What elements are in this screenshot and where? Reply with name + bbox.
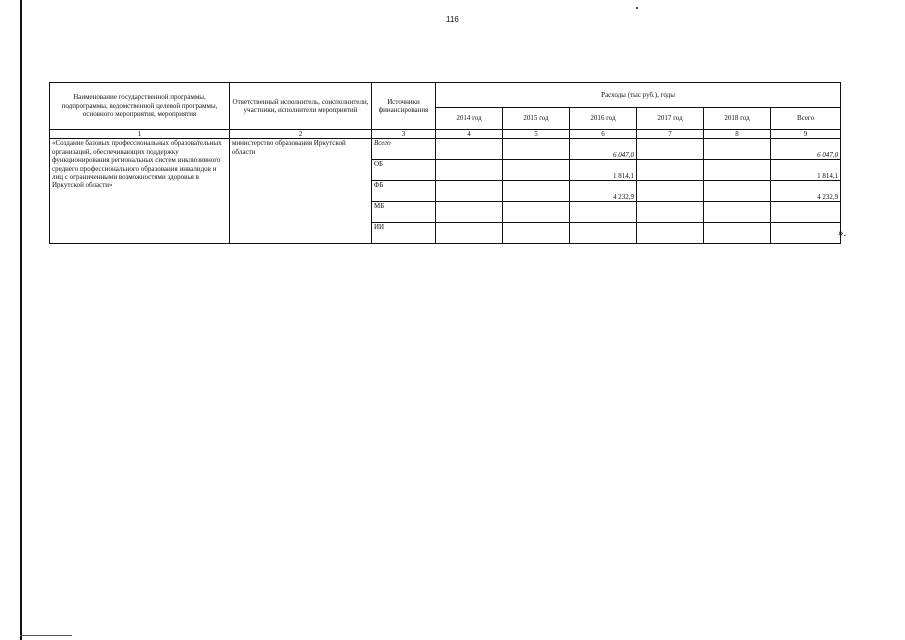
value-2016-total: 6 047,0 (570, 139, 637, 160)
header-year-2014: 2014 год (436, 108, 503, 130)
program-name-cell: «Создание базовых профессиональных образовательных организаций, обеспечивающих поддержку функционирования региональных систем инклюзивного среднего профессионального образования инвалидов и лиц с ограниченными возможностями здоровья в Иркутской области» (50, 139, 230, 244)
value-cell (637, 139, 704, 160)
header-program-name: Наименование государственной программы, подпрограммы, ведомственной целевой программы, основного мероприятия, мероприятия (50, 83, 230, 130)
value-cell (704, 202, 771, 223)
source-label-ii: ИИ (372, 223, 436, 244)
source-label-mb: МБ (372, 202, 436, 223)
scan-dot (636, 7, 638, 9)
value-cell (503, 181, 570, 202)
value-cell (436, 160, 503, 181)
value-cell (704, 160, 771, 181)
column-number: 2 (230, 130, 372, 139)
column-number: 4 (436, 130, 503, 139)
value-cell (704, 223, 771, 244)
value-2016-ii (570, 223, 637, 244)
header-year-2017: 2017 год (637, 108, 704, 130)
value-cell (436, 181, 503, 202)
header-year-2016: 2016 год (570, 108, 637, 130)
header-year-2015: 2015 год (503, 108, 570, 130)
value-cell (704, 139, 771, 160)
column-number: 8 (704, 130, 771, 139)
column-number: 3 (372, 130, 436, 139)
executor-cell: министерство образования Иркутской области (230, 139, 372, 244)
header-expenses: Расходы (тыс руб.), годы (436, 83, 841, 108)
value-cell (637, 160, 704, 181)
expenses-table (49, 82, 841, 244)
page-number: 116 (446, 15, 459, 24)
value-2016-fb: 4 232,9 (570, 181, 637, 202)
header-year-2018: 2018 год (704, 108, 771, 130)
header-executor: Ответственный исполнитель, соисполнители, участники, исполнители мероприятий (230, 83, 372, 130)
value-cell (436, 139, 503, 160)
value-cell (503, 160, 570, 181)
value-cell (704, 181, 771, 202)
value-cell (637, 202, 704, 223)
value-cell (436, 223, 503, 244)
value-2016-mb (570, 202, 637, 223)
column-number: 6 (570, 130, 637, 139)
value-cell (436, 202, 503, 223)
value-2016-ob: 1 814,1 (570, 160, 637, 181)
column-number: 7 (637, 130, 704, 139)
value-cell (503, 139, 570, 160)
value-cell (637, 181, 704, 202)
scan-left-border (20, 0, 22, 640)
column-number: 1 (50, 130, 230, 139)
column-number: 5 (503, 130, 570, 139)
closing-quote: ». (838, 227, 847, 239)
value-grand-total: 6 047,0 (771, 139, 841, 160)
source-label-fb: ФБ (372, 181, 436, 202)
value-cell (637, 223, 704, 244)
header-total: Всего (771, 108, 841, 130)
value-cell (503, 223, 570, 244)
column-number: 9 (771, 130, 841, 139)
value-total-ii (771, 223, 841, 244)
value-total-ob: 1 814,1 (771, 160, 841, 181)
value-total-fb: 4 232,9 (771, 181, 841, 202)
source-label-total: Всего (372, 139, 436, 160)
value-cell (503, 202, 570, 223)
header-funding-source: Источники финансирования (372, 83, 436, 130)
value-total-mb (771, 202, 841, 223)
source-label-ob: ОБ (372, 160, 436, 181)
scan-bottom-mark (20, 635, 72, 636)
